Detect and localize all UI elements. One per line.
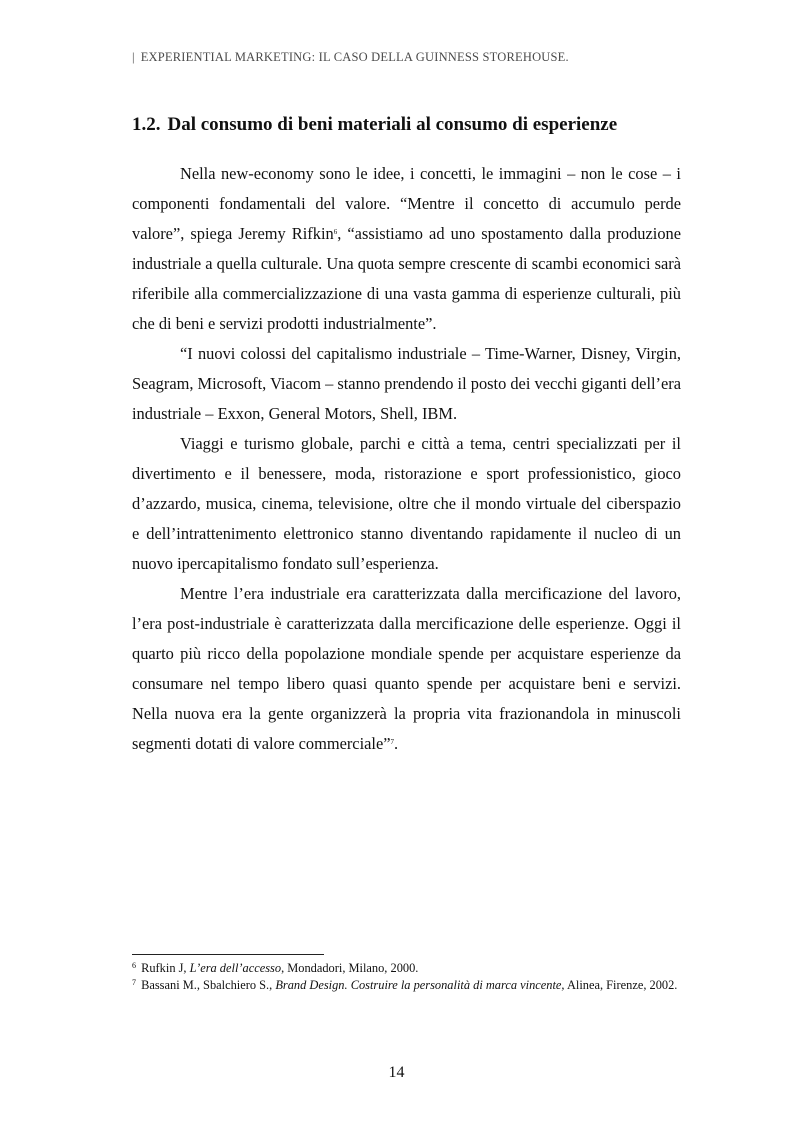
- paragraph-4: [132, 579, 681, 759]
- footnote-6-mark: 6: [132, 961, 136, 970]
- page-number: 14: [388, 1064, 405, 1081]
- header-title: EXPERIENTIAL MARKETING: IL CASO DELLA GUINNESS STOREHOUSE.: [140, 50, 569, 64]
- footnote-7-author: Bassani M., Sbalchiero S.,: [138, 978, 276, 992]
- footnote-divider: [132, 954, 324, 955]
- running-header: [132, 50, 569, 65]
- paragraph-4-text-a: Mentre l’era industriale era caratterizzata dalla mercificazione del lavoro, l’era post-industriale è caratterizzata dalla mercificazione delle esperienze. Oggi il quarto più ricco della popolazione mondiale spende per acquistare esperienze da consumare nel tempo libero quasi quanto spende per acquistare beni e servizi. Nella nuova era la gente organizzerà la propria vita frazionandola in minuscoli segmenti dotati di valore commerciale”: [132, 584, 681, 753]
- paragraph-4-text-b: .: [394, 734, 399, 753]
- footnote-ref-6: 6: [333, 228, 338, 236]
- footnote-7-mark: 7: [132, 978, 136, 987]
- paragraph-1-text-a: Nella new-economy sono le idee, i concetti, le immagini – non le cose – i componenti fondamentali del valore. “Mentre il concetto di accumulo perde valore”, spiega Jeremy Rifkin: [132, 164, 681, 243]
- footnote-7-work: Brand Design. Costruire la personalità di marca vincente,: [275, 978, 565, 992]
- footnote-6-work: L’era dell’accesso: [189, 961, 282, 975]
- paragraph-1-text-b: , “assistiamo ad uno spostamento dalla produzione industriale a quella culturale. Una quota sempre crescente di scambi economici sarà riferibile alla commercializzazione di una vasta gamma di esperienze culturali, più che di beni e servizi prodotti industrialmente”.: [132, 224, 681, 333]
- footnote-6: [132, 961, 681, 976]
- footnotes: [132, 961, 681, 995]
- footnote-7: [132, 978, 681, 993]
- section-heading: [132, 114, 617, 136]
- footnote-6-rest: , Mondadori, Milano, 2000.: [281, 961, 419, 975]
- paragraph-3: Viaggi e turismo globale, parchi e città a tema, centri specializzati per il divertimento e il benessere, moda, ristorazione e sport professionistico, gioco d’azzardo, musica, cinema, televisione, oltre che il mondo virtuale del ciberspazio e dell’intrattenimento elettronico stanno diventando rapidamente il nucleo di un nuovo ipercapitalismo fondato sull’esperienza.: [132, 434, 681, 573]
- footnote-7-rest: Alinea, Firenze, 2002.: [564, 978, 678, 992]
- footnote-ref-7: 7: [390, 738, 395, 746]
- header-bar: |: [132, 50, 135, 64]
- body-text: [132, 159, 681, 759]
- footnote-6-author: Rufkin J,: [138, 961, 190, 975]
- paragraph-2: “I nuovi colossi del capitalismo industriale – Time-Warner, Disney, Virgin, Seagram, Microsoft, Viacom – stanno prendendo il posto dei vecchi giganti dell’era industriale – Exxon, General Motors, Shell, IBM.: [132, 344, 682, 423]
- section-number: 1.2.: [132, 114, 161, 135]
- section-title: Dal consumo di beni materiali al consumo di esperienze: [167, 114, 618, 135]
- paragraph-1: [132, 159, 681, 339]
